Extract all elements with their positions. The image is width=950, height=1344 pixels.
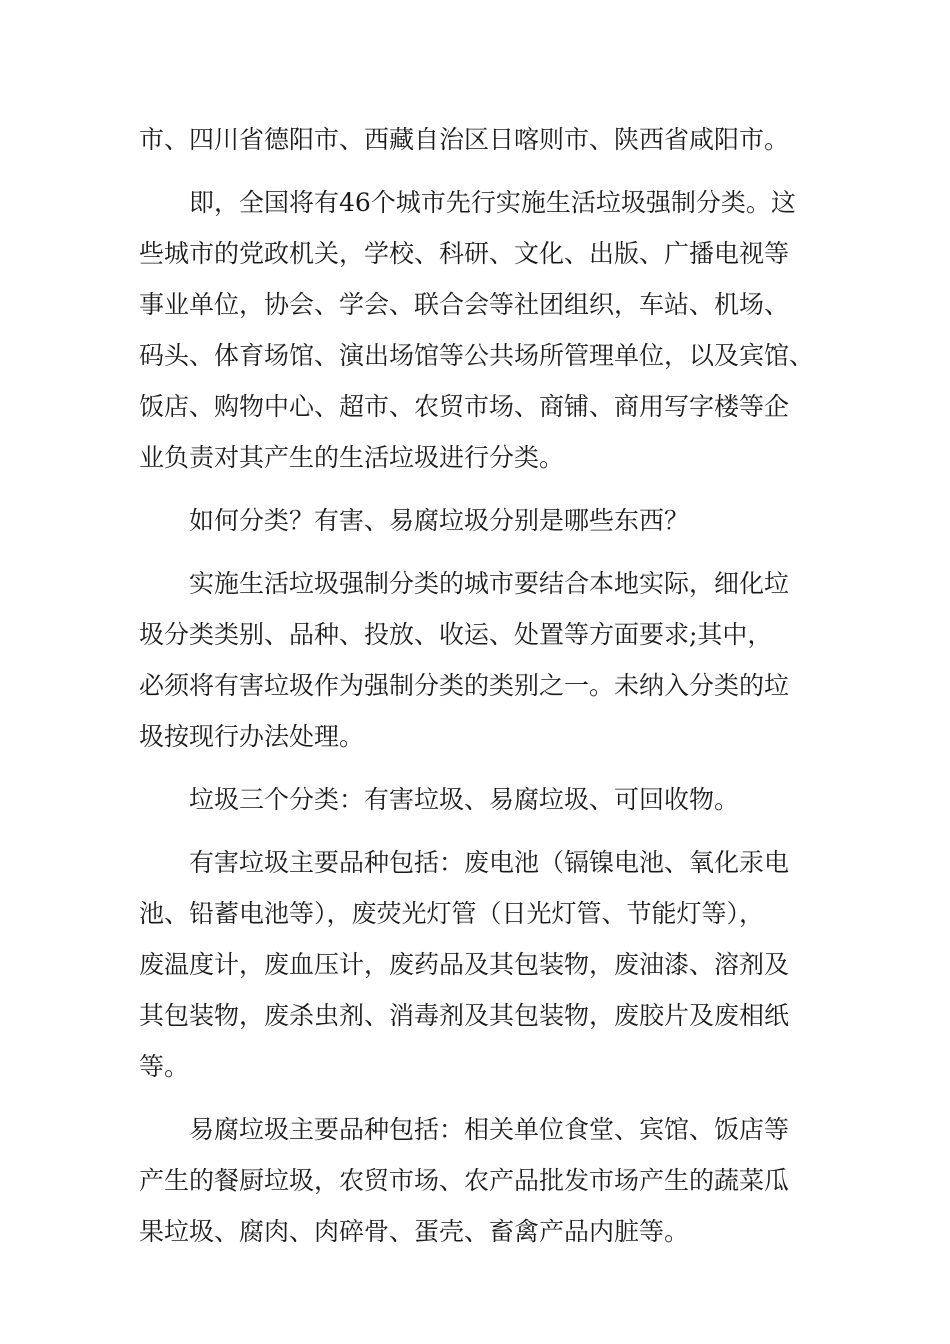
text-line: 即，全国将有46个城市先行实施生活垃圾强制分类。这 <box>139 188 796 217</box>
text-line: 其包装物，废杀虫剂、消毒剂及其包装物，废胶片及废相纸 <box>139 1001 790 1030</box>
text-line: 圾按现行办法处理。 <box>139 722 365 751</box>
paragraph-2 <box>139 177 819 483</box>
text-line: 产生的餐厨垃圾，农贸市场、农产品批发市场产生的蔬菜瓜 <box>139 1166 790 1195</box>
text-line: 果垃圾、腐肉、肉碎骨、蛋壳、畜禽产品内脏等。 <box>139 1217 690 1246</box>
text-line: 市、四川省德阳市、西藏自治区日喀则市、陕西省咸阳市。 <box>139 125 790 154</box>
paragraph-6 <box>139 837 819 1092</box>
text-line: 些城市的党政机关，学校、科研、文化、出版、广播电视等 <box>139 239 790 268</box>
paragraph-7 <box>139 1104 819 1257</box>
text-line: 易腐垃圾主要品种包括：相关单位食堂、宾馆、饭店等 <box>139 1115 790 1144</box>
text-line: 有害垃圾主要品种包括：废电池（镉镍电池、氧化汞电 <box>139 848 790 877</box>
text-line: 实施生活垃圾强制分类的城市要结合本地实际，细化垃 <box>139 569 790 598</box>
paragraph-5 <box>139 774 819 825</box>
text-line: 废温度计，废血压计，废药品及其包装物，废油漆、溶剂及 <box>139 950 790 979</box>
text-line: 圾分类类别、品种、投放、收运、处置等方面要求;其中， <box>139 620 773 649</box>
text-line: 业负责对其产生的生活垃圾进行分类。 <box>139 443 565 472</box>
text-line: 如何分类？有害、易腐垃圾分别是哪些东西？ <box>139 506 690 535</box>
text-line: 池、铅蓄电池等），废荧光灯管（日光灯管、节能灯等）， <box>139 899 765 928</box>
text-line: 必须将有害垃圾作为强制分类的类别之一。未纳入分类的垃 <box>139 671 790 700</box>
text-line: 垃圾三个分类：有害垃圾、易腐垃圾、可回收物。 <box>139 785 740 814</box>
text-line: 饭店、购物中心、超市、农贸市场、商铺、商用写字楼等企 <box>139 392 790 421</box>
text-line: 事业单位，协会、学会、联合会等社团组织，车站、机场、 <box>139 290 790 319</box>
text-line: 等。 <box>139 1052 190 1081</box>
text-line: 码头、体育场馆、演出场馆等公共场所管理单位，以及宾馆、 <box>139 341 815 370</box>
paragraph-3 <box>139 495 819 546</box>
document-body <box>139 114 819 1257</box>
paragraph-4 <box>139 558 819 762</box>
paragraph-1 <box>139 114 819 165</box>
